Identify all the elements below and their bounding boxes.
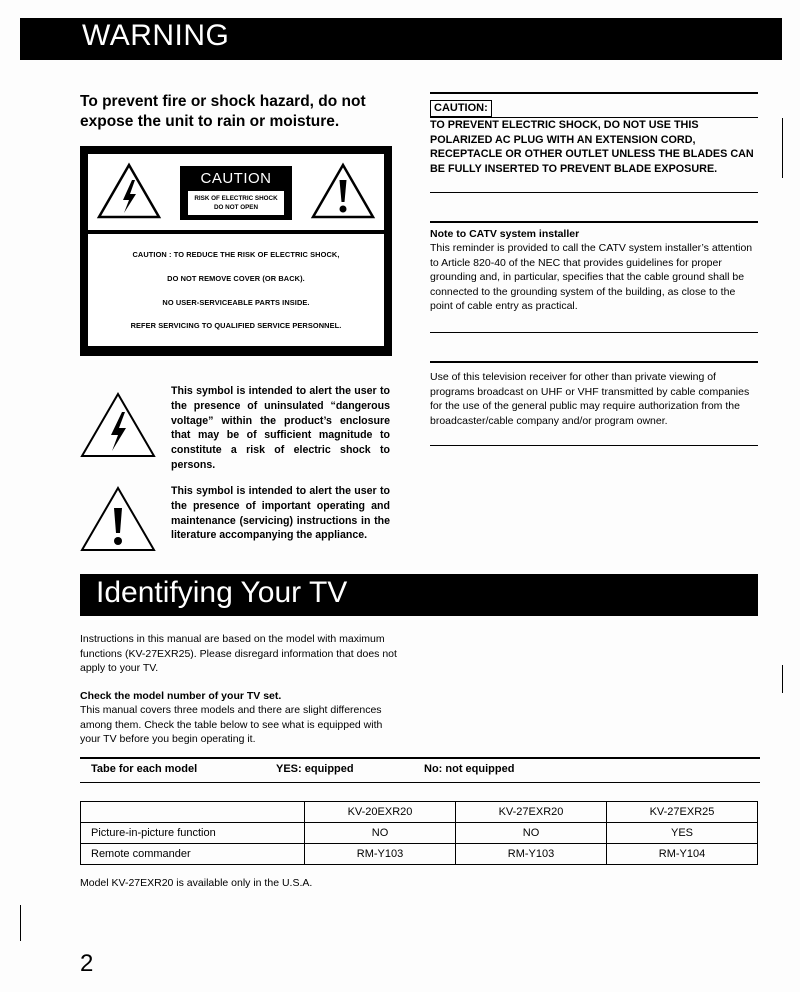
catv-text: This reminder is provided to call the CATV system installer’s attention to Article 820-40 of the NEC that provides guidelines for proper grounding and, in particular, specifies that the cable ground shall be connected to the grounding system of the building, as close to the point of cable entry as practical.	[430, 242, 753, 313]
catv-bottom-rule	[430, 332, 758, 333]
table-header-row	[81, 802, 758, 823]
table-header-cell: KV-20EXR20	[305, 802, 456, 823]
table-cell: Picture-in-picture function	[81, 823, 305, 844]
exclamation-symbol-icon	[80, 486, 156, 552]
page-number: 2	[80, 950, 94, 977]
table-cell: RM-Y103	[456, 844, 607, 865]
panel-line-1: CAUTION : TO REDUCE THE RISK OF ELECTRIC SHOCK,	[132, 250, 340, 259]
caution-panel-top	[88, 154, 384, 230]
panel-line-2: DO NOT REMOVE COVER (OR BACK).	[167, 274, 305, 283]
table-row	[81, 844, 758, 865]
identifying-intro: Instructions in this manual are based on the model with maximum functions (KV-27EXR25). Please disregard information that does not apply to your TV.	[80, 633, 397, 675]
table-cell: RM-Y103	[305, 844, 456, 865]
lightning-triangle-icon	[96, 162, 162, 220]
use-text: Use of this television receiver for other than private viewing of programs broadcast on UHF or VHF transmitted by cable companies for the use of the general public may require authorization from the broadcaster/cable company and/or program owner.	[430, 371, 750, 427]
table-cell: Remote commander	[81, 844, 305, 865]
caution-label-panel	[80, 146, 392, 356]
legend-yes: YES: equipped	[276, 763, 354, 775]
use-top-rule	[430, 361, 758, 363]
table-footnote: Model KV-27EXR20 is available only in the U.S.A.	[80, 877, 313, 889]
table-header-cell: KV-27EXR25	[607, 802, 758, 823]
caution-text: TO PREVENT ELECTRIC SHOCK, DO NOT USE THIS POLARIZED AC PLUG WITH AN EXTENSION CORD, RECEPTACLE OR OTHER OUTLET UNLESS THE BLADES CAN BE FULLY INSERTED TO PREVENT BLADE EXPOSURE.	[430, 119, 754, 175]
caution-badge	[180, 166, 292, 220]
model-table	[80, 801, 758, 865]
table-header-cell	[81, 802, 305, 823]
table-header-cell: KV-27EXR20	[456, 802, 607, 823]
lightning-symbol-text: This symbol is intended to alert the user to the presence of uninsulated “dangerous voltage” within the product’s enclosure that may be of sufficient magnitude to constitute a risk of electric shock to persons.	[171, 385, 390, 471]
exclamation-symbol-text: This symbol is intended to alert the user to the presence of important operating and maintenance (servicing) instructions in the literature accompanying the appliance.	[171, 485, 390, 542]
legend-label: Tabe for each model	[91, 763, 198, 775]
caution-badge-title: CAUTION	[200, 170, 272, 187]
badge-line-1: RISK OF ELECTRIC SHOCK	[194, 195, 278, 202]
panel-line-4: REFER SERVICING TO QUALIFIED SERVICE PERSONNEL.	[130, 321, 342, 330]
use-bottom-rule	[430, 445, 758, 446]
right-top-rule	[430, 92, 758, 94]
page-edge-mark	[782, 118, 783, 178]
caution-bottom-rule	[430, 192, 758, 193]
legend-bottom-rule	[80, 782, 760, 783]
catv-heading: Note to CATV system installer	[430, 228, 580, 240]
table-cell: RM-Y104	[607, 844, 758, 865]
page-edge-mark	[782, 665, 783, 693]
check-model-text: This manual covers three models and there are slight differences among them. Check the table below to see what is equipped with your TV before you begin operating it.	[80, 704, 383, 746]
badge-line-2: DO NOT OPEN	[213, 204, 259, 211]
exclamation-triangle-icon	[310, 162, 376, 220]
table-row	[81, 823, 758, 844]
warning-header-bar	[20, 18, 782, 60]
identifying-header-bar	[80, 574, 758, 616]
catv-top-rule	[430, 221, 758, 223]
caution-panel-bottom	[88, 234, 384, 346]
table-cell: NO	[456, 823, 607, 844]
fire-hazard-heading: To prevent fire or shock hazard, do not expose the unit to rain or moisture.	[80, 93, 366, 130]
identifying-title: Identifying Your TV	[96, 576, 348, 609]
panel-line-3: NO USER-SERVICEABLE PARTS INSIDE.	[162, 298, 310, 307]
legend-no: No: not equipped	[424, 763, 515, 775]
legend-top-rule	[80, 757, 760, 759]
table-cell: YES	[607, 823, 758, 844]
check-model-heading: Check the model number of your TV set.	[80, 690, 282, 702]
warning-title: WARNING	[82, 19, 230, 52]
caution-label: CAUTION:	[430, 100, 492, 117]
lightning-symbol-icon	[80, 392, 156, 458]
caution-badge-subtext	[188, 191, 284, 215]
table-cell: NO	[305, 823, 456, 844]
page-edge-mark	[20, 905, 21, 941]
